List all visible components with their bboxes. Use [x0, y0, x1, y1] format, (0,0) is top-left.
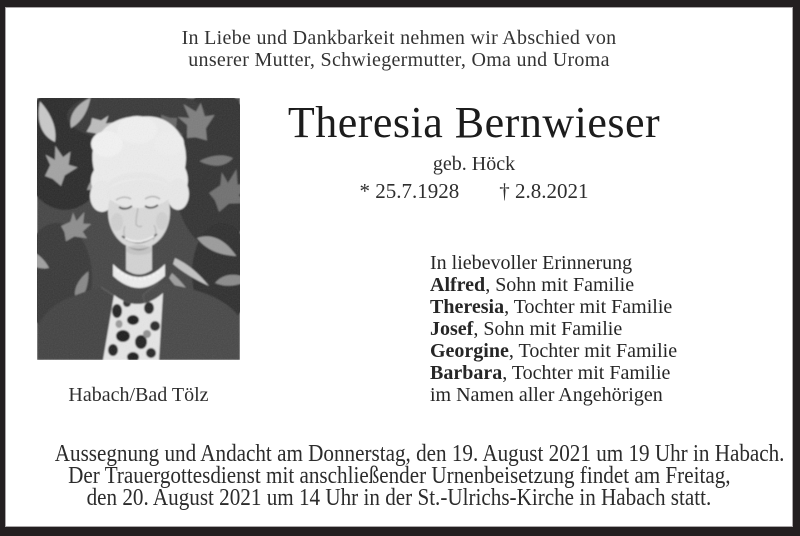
- intro-line-2: unserer Mutter, Schwiegermutter, Oma und Uroma: [188, 49, 610, 71]
- memoriam-entry-relation: , Tochter mit Familie: [508, 340, 678, 362]
- deceased-name: Theresia Bernwieser: [287, 98, 661, 147]
- funeral-line-3: [5, 487, 793, 509]
- memoriam-entry-name: Josef: [430, 318, 474, 340]
- funeral-line-2: [5, 465, 793, 487]
- memoriam-entry-name: Theresia: [430, 296, 505, 318]
- intro-line-1: In Liebe und Dankbarkeit nehmen wir Abschied von: [181, 27, 617, 49]
- photo-caption: Habach/Bad Tölz: [68, 384, 209, 406]
- memoriam-entry-relation: , Sohn mit Familie: [473, 318, 623, 340]
- intro-text: [5, 27, 793, 71]
- memoriam-entry: [430, 318, 677, 340]
- portrait-photo-image: [37, 98, 240, 360]
- memoriam-entry-relation: , Tochter mit Familie: [502, 362, 671, 384]
- memoriam-list: [430, 252, 677, 406]
- maiden-name: geb. Höck: [432, 153, 516, 175]
- memoriam-entry-name: Georgine: [430, 340, 509, 362]
- memoriam-entry-relation: , Sohn mit Familie: [485, 274, 635, 296]
- memoriam-outro: im Namen aller Angehörigen: [430, 384, 663, 406]
- memoriam-entry: [430, 296, 677, 318]
- memoriam-entry-relation: , Tochter mit Familie: [504, 296, 673, 318]
- memoriam-entry: [430, 362, 677, 384]
- life-dates: [254, 180, 694, 203]
- funeral-line-1: [5, 443, 793, 465]
- memoriam-entry: [430, 274, 677, 296]
- deceased-header: [254, 99, 694, 203]
- memoriam-entry-name: Alfred: [430, 274, 486, 296]
- funeral-info: [5, 443, 793, 509]
- funeral-line-3-text: den 20. August 2021 um 14 Uhr in der St.-Ulrichs-Kirche in Habach statt.: [86, 485, 712, 511]
- memoriam-intro: In liebevoller Erinnerung: [430, 252, 633, 274]
- birth-date: * 25.7.1928: [359, 179, 460, 203]
- funeral-line-2-text: Der Trauergottesdienst mit anschließender Urnenbeisetzung findet am Freitag,: [67, 463, 731, 489]
- portrait-photo: [37, 98, 240, 360]
- memoriam-entry: [430, 340, 677, 362]
- death-date: † 2.8.2021: [499, 179, 589, 203]
- funeral-line-1-text: Aussegnung und Andacht am Donnerstag, den 19. August 2021 um 19 Uhr in Habach.: [54, 441, 785, 467]
- memoriam-entry-name: Barbara: [430, 362, 503, 384]
